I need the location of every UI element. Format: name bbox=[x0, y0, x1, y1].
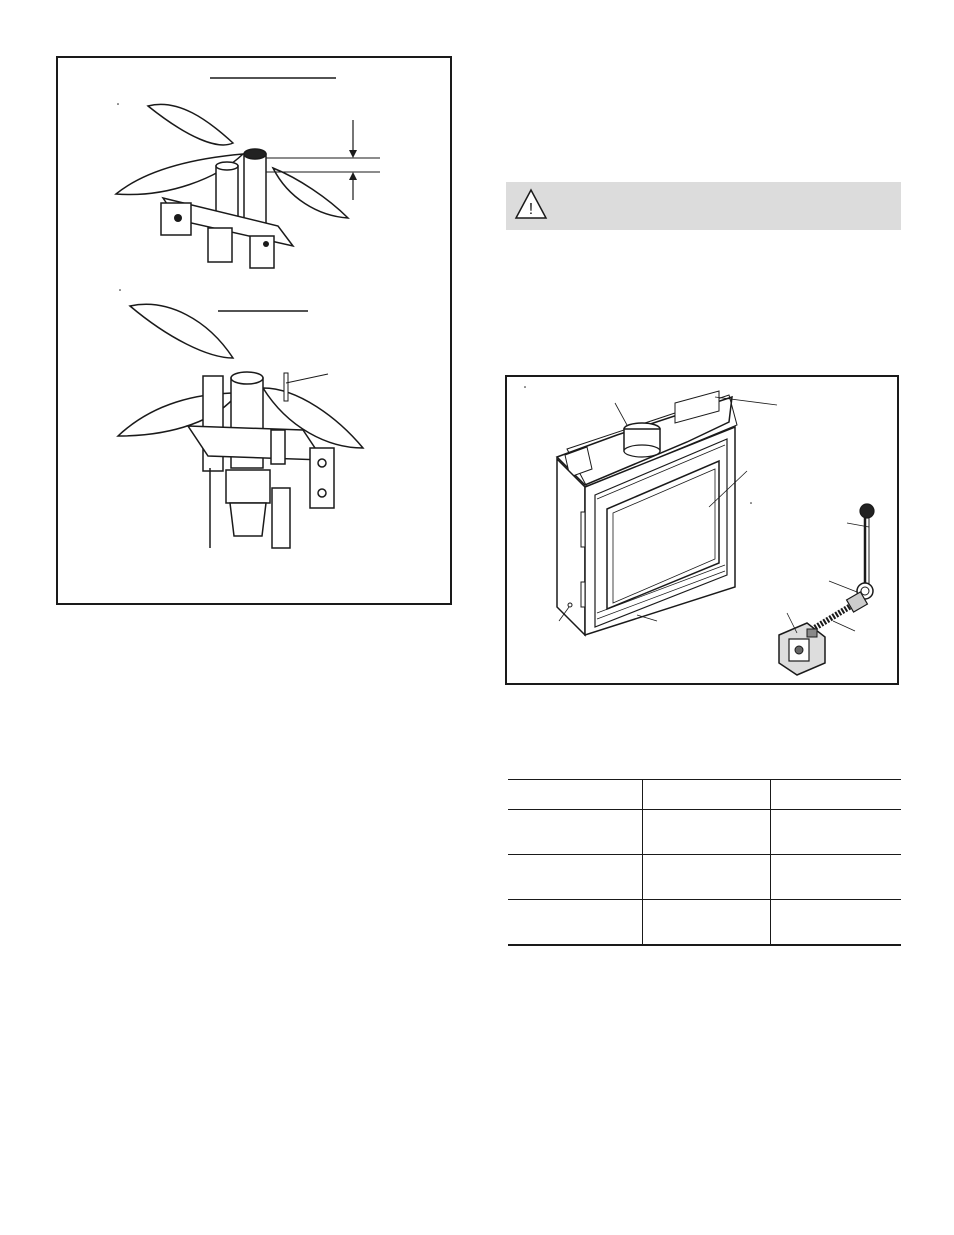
fireplace-figure-frame bbox=[505, 375, 899, 685]
table-cell bbox=[508, 810, 643, 855]
table-cell bbox=[771, 900, 902, 946]
table-cell bbox=[508, 855, 643, 900]
table-cell bbox=[643, 810, 771, 855]
table-row bbox=[508, 900, 901, 946]
table-cell bbox=[771, 810, 902, 855]
warning-symbol: ! bbox=[528, 201, 534, 218]
table-cell bbox=[643, 900, 771, 946]
table-header-cell bbox=[643, 780, 771, 810]
table-cell bbox=[643, 855, 771, 900]
spec-table bbox=[508, 779, 901, 946]
pilot-flame-top-illustration bbox=[58, 58, 454, 607]
table-header-row bbox=[508, 780, 901, 810]
fireplace-illustration bbox=[507, 377, 901, 687]
table-cell bbox=[508, 900, 643, 946]
warning-banner bbox=[506, 182, 901, 230]
table-cell bbox=[771, 855, 902, 900]
pilot-figure-frame bbox=[56, 56, 452, 605]
table-header-cell bbox=[771, 780, 902, 810]
table-row bbox=[508, 855, 901, 900]
table-row bbox=[508, 810, 901, 855]
table-header-cell bbox=[508, 780, 643, 810]
warning-triangle-icon bbox=[514, 188, 548, 220]
